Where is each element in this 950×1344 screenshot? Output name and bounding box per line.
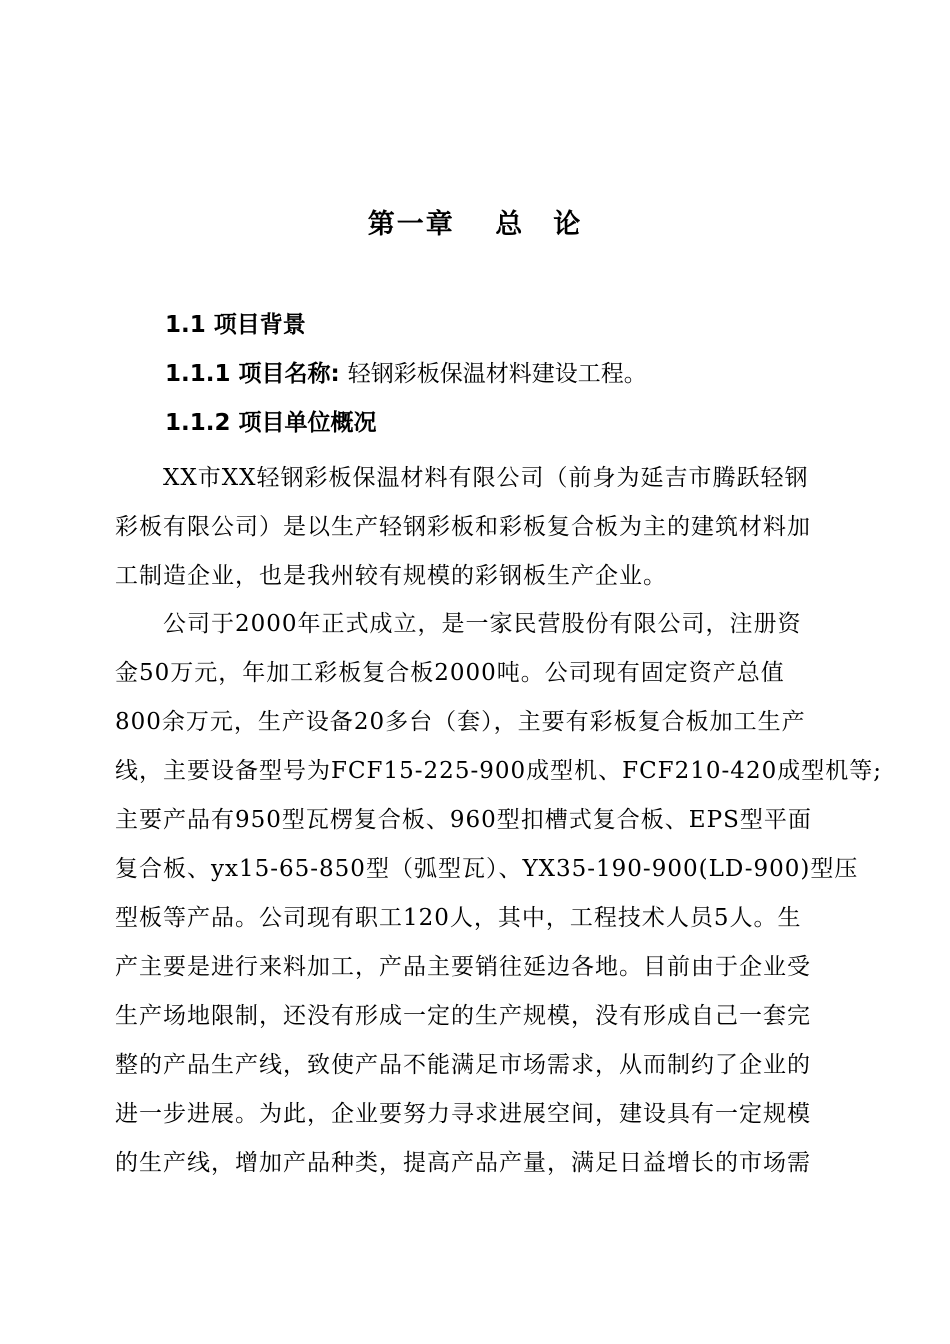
paragraph-line: XX市XX轻钢彩板保温材料有限公司（前身为延吉市腾跃轻钢 <box>115 465 809 491</box>
section-number: 1.1.1 <box>165 361 231 387</box>
paragraph-company-details <box>115 600 882 1188</box>
paragraph-line: 整的产品生产线，致使产品不能满足市场需求，从而制约了企业的 <box>115 1052 811 1078</box>
paragraph-line: 主要产品有950型瓦楞复合板、960型扣槽式复合板、EPS型平面 <box>115 807 812 833</box>
section-heading-1-1-2 <box>165 405 377 441</box>
section-title: 项目名称: <box>238 361 340 387</box>
paragraph-line: 生产场地限制，还没有形成一定的生产规模，没有形成自己一套完 <box>115 1003 811 1029</box>
paragraph-line: 复合板、yx15-65-850型（弧型瓦）、YX35-190-900(LD-900)型压 <box>115 856 859 882</box>
paragraph-company-intro <box>115 454 860 601</box>
paragraph-line: 金50万元，年加工彩板复合板2000吨。公司现有固定资产总值 <box>115 660 785 686</box>
section-heading-1-1-1 <box>165 356 647 392</box>
section-heading-1-1 <box>165 307 306 343</box>
paragraph-line: 工制造企业，也是我州较有规模的彩钢板生产企业。 <box>115 563 667 589</box>
paragraph-line: 进一步进展。为此，企业要努力寻求进展空间，建设具有一定规模 <box>115 1101 811 1127</box>
paragraph-line: 线，主要设备型号为FCF15-225-900成型机、FCF210-420成型机等; <box>115 758 882 784</box>
paragraph-line: 800余万元，生产设备20多台（套），主要有彩板复合板加工生产 <box>115 709 806 735</box>
paragraph-line: 公司于2000年正式成立，是一家民营股份有限公司，注册资 <box>115 611 802 637</box>
section-number: 1.1.2 <box>165 410 231 436</box>
paragraph-line: 的生产线，增加产品种类，提高产品产量，满足日益增长的市场需 <box>115 1150 811 1176</box>
project-name-value: 轻钢彩板保温材料建设工程。 <box>347 361 647 387</box>
section-number: 1.1 <box>165 312 206 338</box>
paragraph-line: 型板等产品。公司现有职工120人，其中，工程技术人员5人。生 <box>115 905 802 931</box>
paragraph-line: 产主要是进行来料加工，产品主要销往延边各地。目前由于企业受 <box>115 954 811 980</box>
section-title: 项目单位概况 <box>238 410 377 436</box>
section-title: 项目背景 <box>213 312 306 338</box>
paragraph-line: 彩板有限公司）是以生产轻钢彩板和彩板复合板为主的建筑材料加 <box>115 514 811 540</box>
chapter-title: 第一章 总 论 <box>367 209 583 240</box>
